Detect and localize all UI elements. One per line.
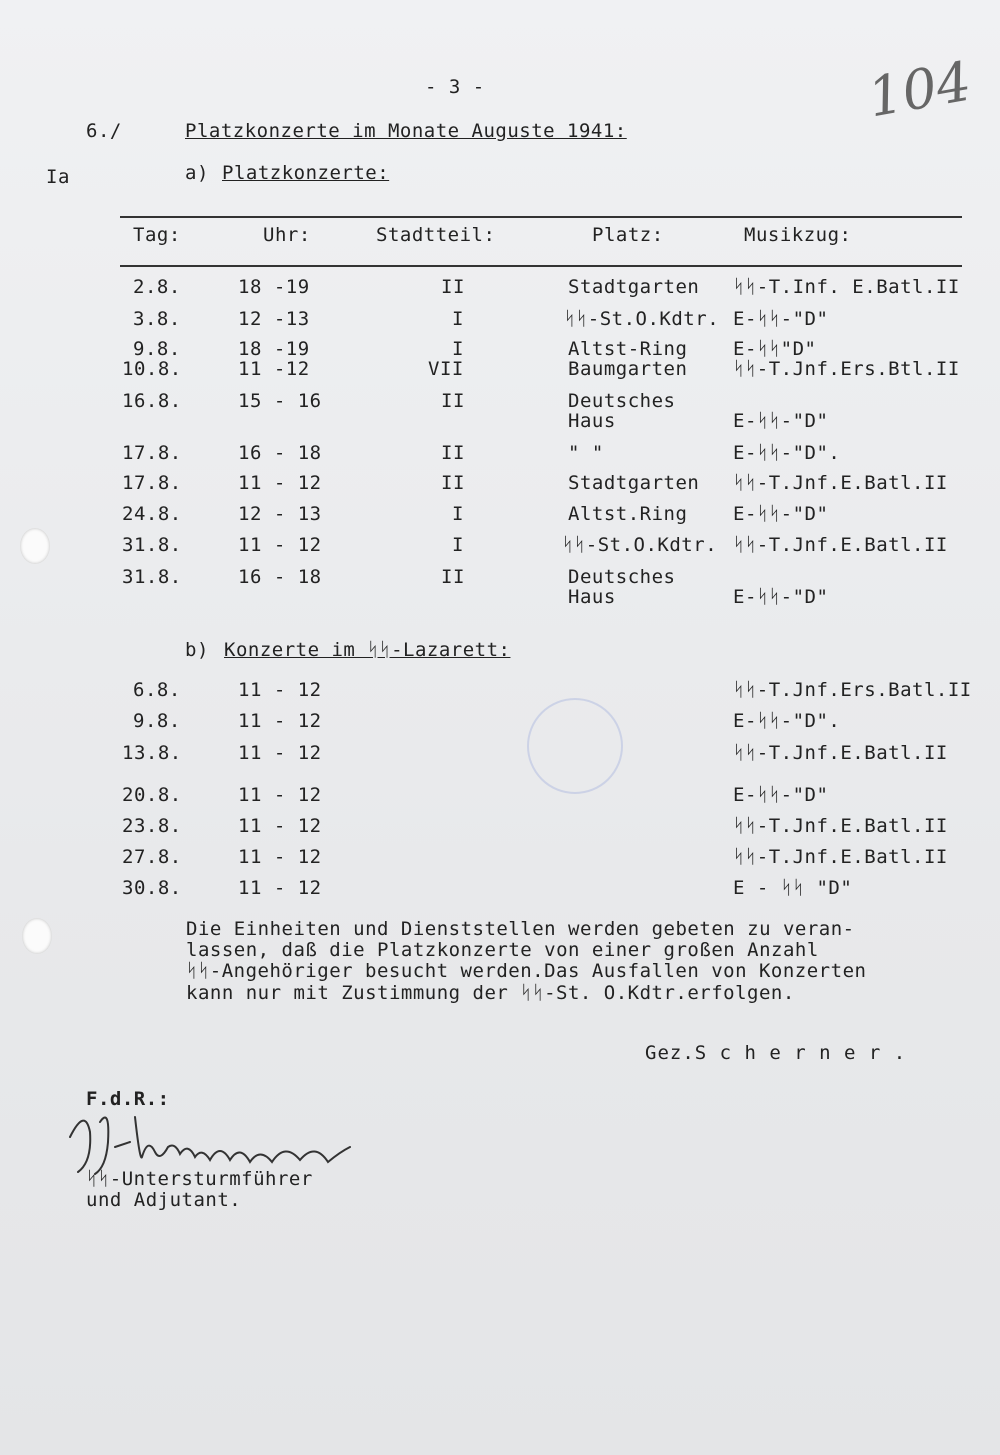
cell-tag: 9.8. — [133, 710, 181, 732]
part-b-heading: Konzerte im ᛋᛋ-Lazarett: — [224, 639, 511, 661]
cell-musikzug: ᛋᛋ-T.Jnf.Ers.Btl.II — [733, 358, 960, 380]
signer-role: und Adjutant. — [86, 1189, 242, 1211]
part-a-prefix: a) — [185, 162, 209, 184]
cell-platz: Deutsches — [568, 390, 676, 412]
cell-uhr: 12 - 13 — [238, 503, 322, 525]
cell-musikzug: ᛋᛋ-T.Jnf.E.Batl.II — [733, 846, 948, 868]
table-row — [0, 276, 1000, 306]
col-header-tag: Tag: — [133, 224, 181, 246]
section-number: 6./ — [86, 120, 122, 142]
cell-uhr: 11 -12 — [238, 358, 310, 380]
paragraph-line: lassen, daß die Platzkonzerte von einer großen Anzahl — [186, 939, 819, 961]
table-row — [0, 784, 1000, 814]
archive-number: 104 — [863, 49, 976, 130]
cell-tag: 20.8. — [122, 784, 182, 806]
cell-platz: Deutsches — [568, 566, 676, 588]
cell-tag: 17.8. — [122, 442, 182, 464]
cell-uhr: 16 - 18 — [238, 566, 322, 588]
cell-uhr: 11 - 12 — [238, 877, 322, 899]
signed-by: Gez.S c h e r n e r . — [645, 1042, 907, 1064]
table-row — [0, 566, 1000, 616]
cell-platz: Altst-Ring — [568, 338, 688, 360]
paragraph-line: ᛋᛋ-Angehöriger besucht werden.Das Ausfallen von Konzerten — [186, 960, 867, 982]
paragraph-line: Die Einheiten und Dienststellen werden gebeten zu veran- — [186, 918, 855, 940]
signer-rank: ᛋᛋ-Untersturmführer — [86, 1168, 313, 1190]
cell-uhr: 11 - 12 — [238, 784, 322, 806]
cell-musikzug: E-ᛋᛋ-"D". — [733, 710, 841, 732]
part-a-heading: Platzkonzerte: — [222, 162, 390, 184]
table-row — [0, 679, 1000, 709]
cell-platz: Altst.Ring — [568, 503, 688, 525]
cell-musikzug: E-ᛋᛋ-"D" — [733, 586, 829, 608]
cell-tag: 9.8. — [133, 338, 181, 360]
cell-musikzug: ᛋᛋ-T.Jnf.E.Batl.II — [733, 472, 948, 494]
cell-stadtteil: VII — [428, 358, 464, 380]
table-row — [0, 442, 1000, 472]
cell-stadtteil: II — [441, 566, 465, 588]
cell-uhr: 11 - 12 — [238, 710, 322, 732]
cell-stadtteil: II — [441, 472, 465, 494]
table-row — [0, 846, 1000, 876]
cell-platz: Stadtgarten — [568, 472, 700, 494]
cell-musikzug: E - ᛋᛋ "D" — [733, 877, 853, 899]
cell-uhr: 11 - 12 — [238, 815, 322, 837]
cell-uhr: 12 -13 — [238, 308, 310, 330]
cell-platz: " " — [568, 442, 604, 464]
table-row — [0, 742, 1000, 772]
cell-tag: 30.8. — [122, 877, 182, 899]
cell-platz: Baumgarten — [568, 358, 688, 380]
col-header-stadtteil: Stadtteil: — [376, 224, 496, 246]
cell-stadtteil: II — [441, 442, 465, 464]
col-header-platz: Platz: — [592, 224, 664, 246]
cell-musikzug: E-ᛋᛋ-"D" — [733, 784, 829, 806]
cell-musikzug: ᛋᛋ-T.Jnf.E.Batl.II — [733, 815, 948, 837]
cell-stadtteil: II — [441, 390, 465, 412]
part-b-prefix: b) — [185, 639, 209, 661]
cell-tag: 10.8. — [122, 358, 182, 380]
paragraph-line: kann nur mit Zustimmung der ᛋᛋ-St. O.Kdtr.erfolgen. — [186, 982, 795, 1004]
punch-hole — [22, 918, 52, 954]
cell-musikzug: E-ᛋᛋ-"D" — [733, 410, 829, 432]
table-row — [0, 390, 1000, 440]
cell-tag: 23.8. — [122, 815, 182, 837]
cell-musikzug: ᛋᛋ-T.Jnf.E.Batl.II — [733, 534, 948, 556]
cell-uhr: 18 -19 — [238, 276, 310, 298]
cell-platz: Stadtgarten — [568, 276, 700, 298]
margin-code: Ia — [46, 166, 70, 188]
table-top-rule — [120, 216, 962, 218]
cell-tag: 6.8. — [133, 679, 181, 701]
col-header-musikzug: Musikzug: — [744, 224, 852, 246]
cell-uhr: 11 - 12 — [238, 472, 322, 494]
col-header-uhr: Uhr: — [263, 224, 311, 246]
cell-uhr: 15 - 16 — [238, 390, 322, 412]
cell-tag: 16.8. — [122, 390, 182, 412]
cell-musikzug: E-ᛋᛋ-"D". — [733, 442, 841, 464]
cell-uhr: 11 - 12 — [238, 679, 322, 701]
document-title: Platzkonzerte im Monate Auguste 1941: — [185, 120, 627, 142]
cell-stadtteil: I — [452, 503, 464, 525]
table-row — [0, 308, 1000, 338]
table-row — [0, 877, 1000, 907]
page-number: - 3 - — [425, 76, 485, 98]
table-row — [0, 472, 1000, 502]
cell-stadtteil: II — [441, 276, 465, 298]
cell-uhr: 11 - 12 — [238, 846, 322, 868]
cell-tag: 24.8. — [122, 503, 182, 525]
cell-musikzug: E-ᛋᛋ-"D" — [733, 308, 829, 330]
cell-tag: 3.8. — [133, 308, 181, 330]
cell-tag: 2.8. — [133, 276, 181, 298]
cell-musikzug: E-ᛋᛋ-"D" — [733, 503, 829, 525]
cell-stadtteil: I — [452, 534, 464, 556]
fdr-label: F.d.R.: — [86, 1088, 170, 1110]
cell-platz-line2: Haus — [568, 410, 616, 432]
cell-stadtteil: I — [452, 308, 464, 330]
cell-tag: 17.8. — [122, 472, 182, 494]
table-header-rule — [120, 265, 962, 267]
cell-tag: 27.8. — [122, 846, 182, 868]
table-row — [0, 710, 1000, 740]
cell-platz: ᛋᛋ-St.O.Kdtr. — [562, 534, 718, 556]
cell-tag: 13.8. — [122, 742, 182, 764]
cell-musikzug: ᛋᛋ-T.Jnf.Ers.Batl.II — [733, 679, 972, 701]
cell-uhr: 18 -19 — [238, 338, 310, 360]
table-row — [0, 534, 1000, 564]
cell-tag: 31.8. — [122, 566, 182, 588]
cell-tag: 31.8. — [122, 534, 182, 556]
cell-platz-line2: Haus — [568, 586, 616, 608]
table-row — [0, 815, 1000, 845]
cell-musikzug: ᛋᛋ-T.Jnf.E.Batl.II — [733, 742, 948, 764]
cell-stadtteil: I — [452, 338, 464, 360]
cell-platz: ᛋᛋ-St.O.Kdtr. — [564, 308, 720, 330]
cell-musikzug: ᛋᛋ-T.Inf. E.Batl.II — [733, 276, 960, 298]
cell-uhr: 11 - 12 — [238, 534, 322, 556]
table-row — [0, 358, 1000, 388]
cell-musikzug: E-ᛋᛋ"D" — [733, 338, 817, 360]
cell-uhr: 11 - 12 — [238, 742, 322, 764]
cell-uhr: 16 - 18 — [238, 442, 322, 464]
table-row — [0, 503, 1000, 533]
